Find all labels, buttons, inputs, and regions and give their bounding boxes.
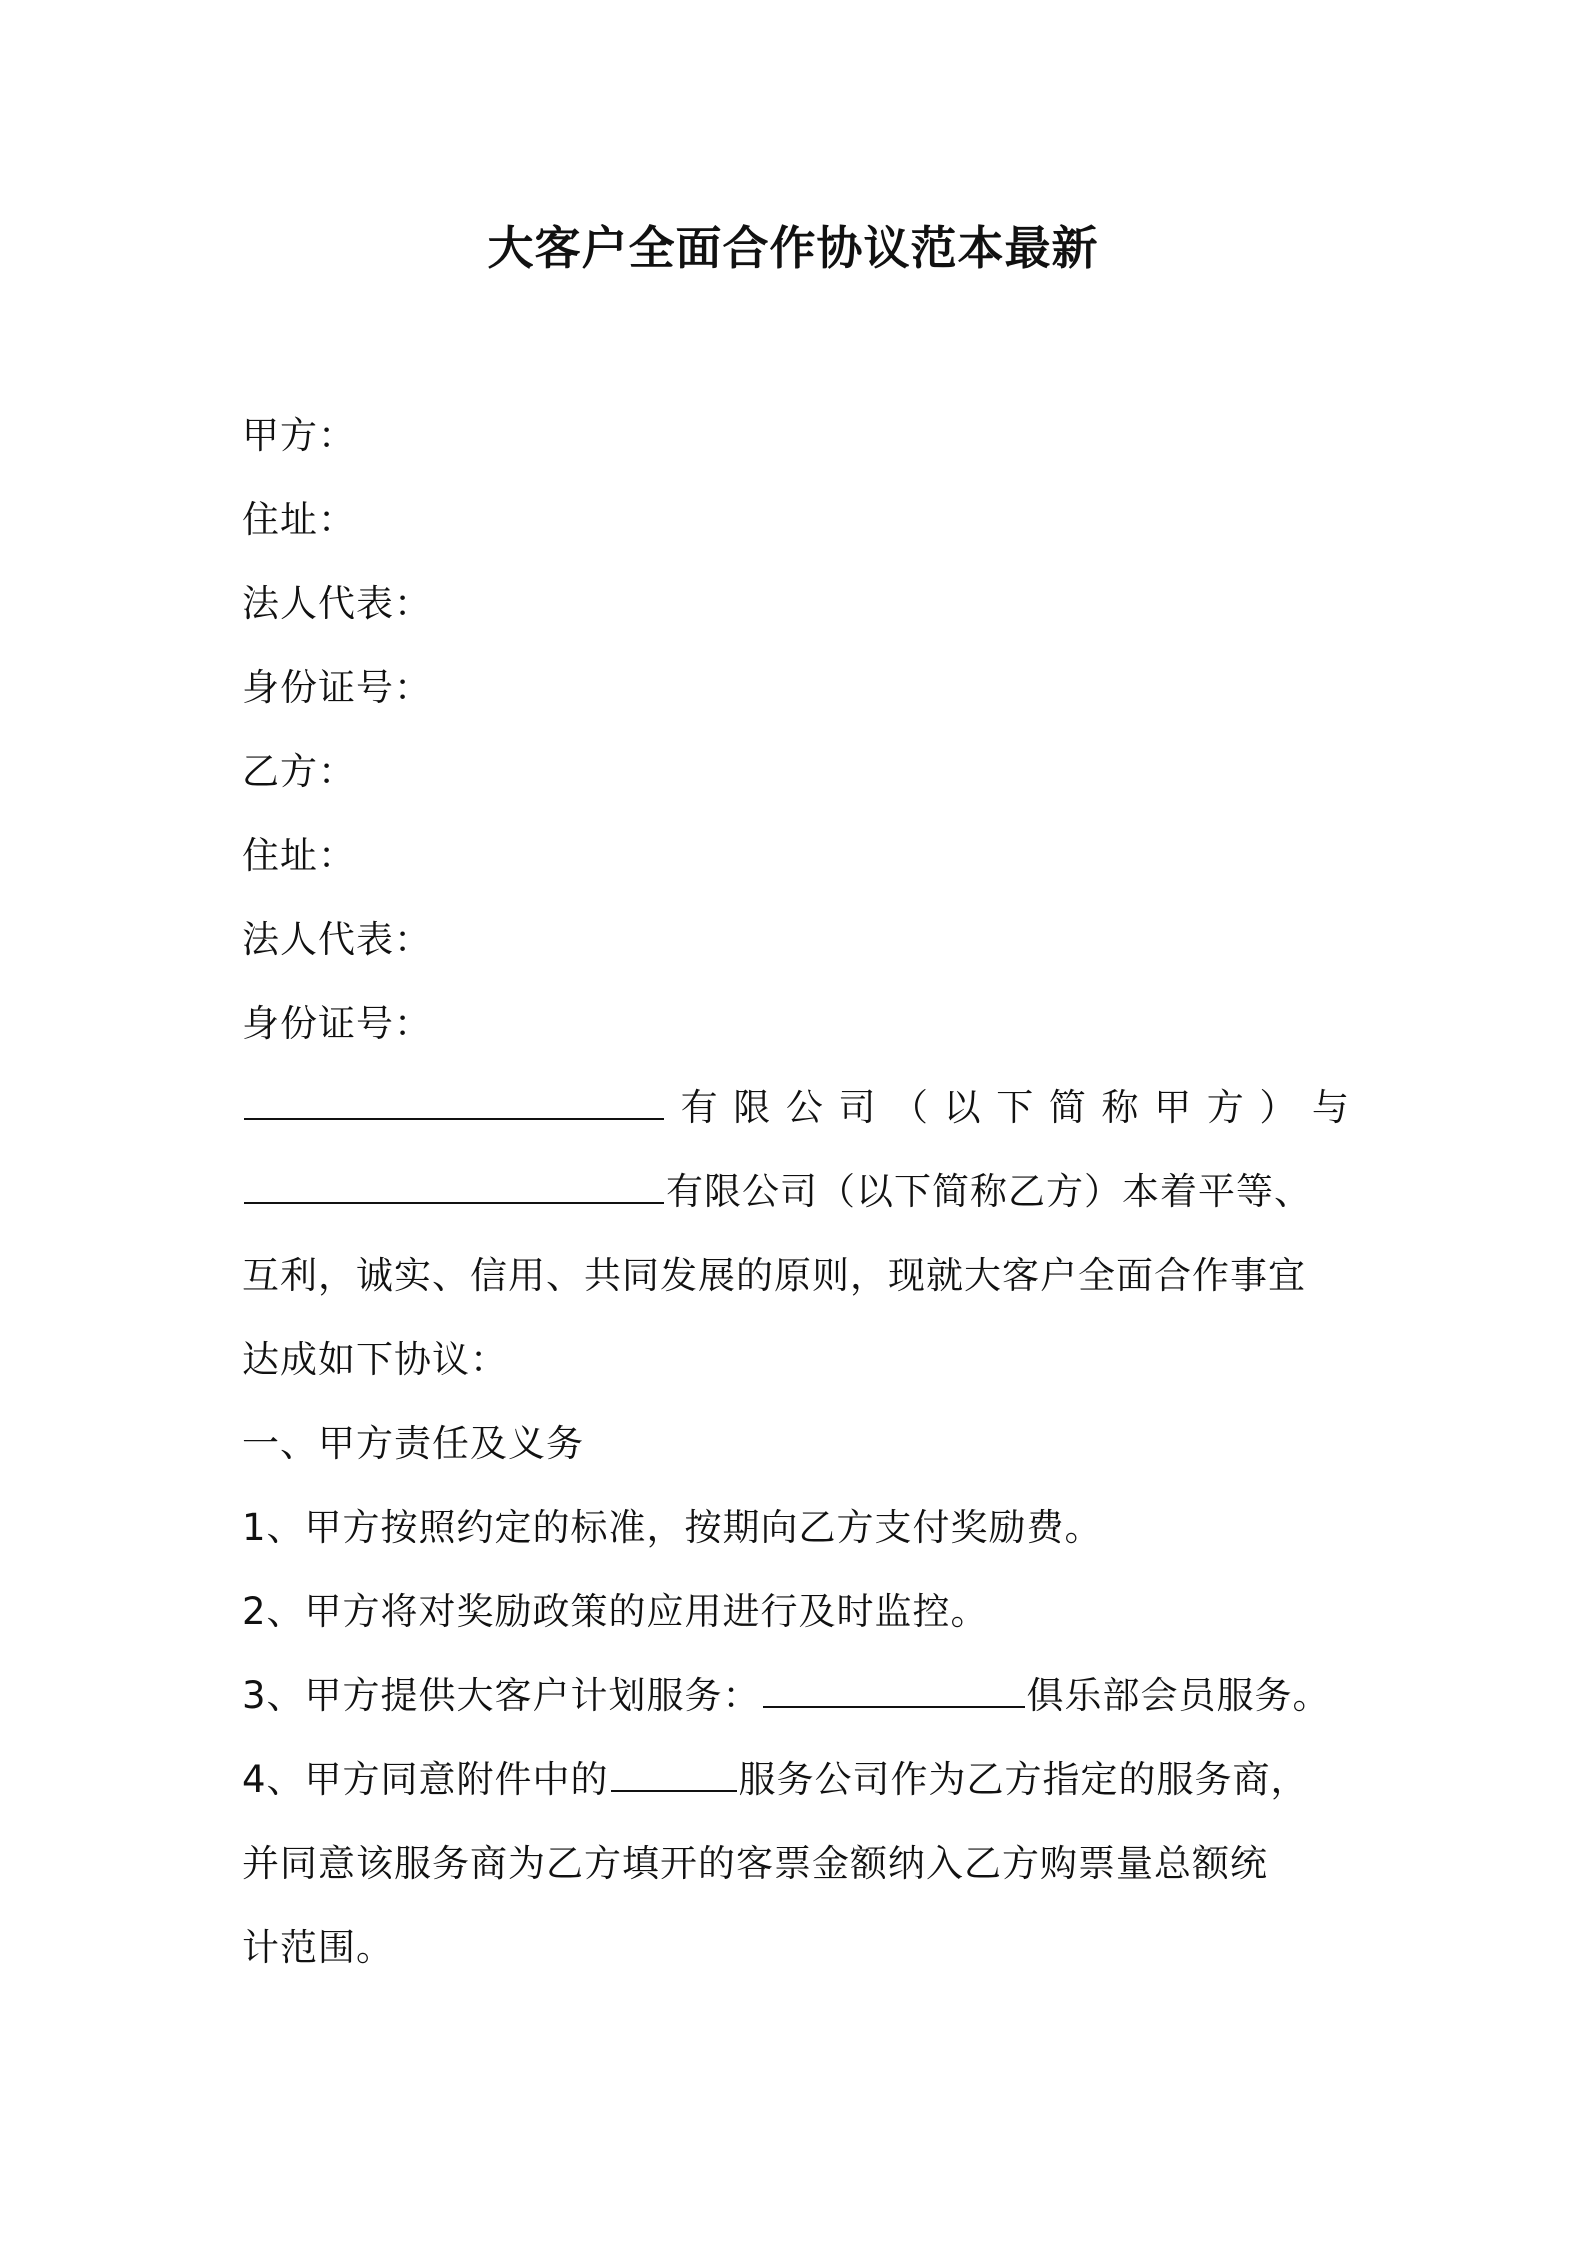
item-3-prefix: 3、甲方提供大客户计划服务：: [242, 1674, 761, 1717]
intro-char: 限: [733, 1086, 772, 1129]
party-b-address-label: 住址：: [242, 834, 356, 877]
intro-line-4: 达成如下协议：: [242, 1338, 508, 1381]
party-a-id-label: 身份证号：: [242, 666, 432, 709]
party-b-legal-rep-label: 法人代表：: [242, 918, 432, 961]
section-1-item-4: [242, 1754, 1362, 1806]
party-b-id-label: 身份证号：: [242, 1002, 432, 1045]
intro-char: ）: [1259, 1086, 1298, 1129]
intro-char: 司: [838, 1086, 877, 1129]
company-b-blank: [244, 1166, 664, 1204]
item-3-suffix: 俱乐部会员服务。: [1026, 1674, 1331, 1717]
intro-char: 方: [1206, 1086, 1245, 1129]
document-title: 大客户全面合作协议范本最新: [487, 221, 1099, 275]
intro-line-3: 互利，诚实、信用、共同发展的原则，现就大客户全面合作事宜: [242, 1254, 1306, 1297]
intro-line-2-text: 有限公司（以下简称乙方）本着平等、: [666, 1170, 1312, 1213]
intro-char: 简: [1048, 1086, 1087, 1129]
intro-char: 甲: [1154, 1086, 1193, 1129]
intro-char: 有: [680, 1086, 719, 1129]
section-1-heading: 一、甲方责任及义务: [242, 1422, 584, 1465]
intro-char: 与: [1311, 1086, 1350, 1129]
item-4-suffix: 服务公司作为乙方指定的服务商，: [738, 1758, 1309, 1801]
party-a-address-label: 住址：: [242, 498, 356, 541]
section-1-item-4-line-2: 并同意该服务商为乙方填开的客票金额纳入乙方购票量总额统: [242, 1842, 1268, 1885]
intro-char: 称: [1101, 1086, 1140, 1129]
party-b-label: 乙方：: [242, 750, 356, 793]
intro-char: 下: [996, 1086, 1035, 1129]
item-4-prefix: 4、甲方同意附件中的: [242, 1758, 609, 1801]
section-1-item-4-line-3: 计范围。: [242, 1926, 394, 1969]
intro-char: 以: [943, 1086, 982, 1129]
company-a-blank: [244, 1082, 664, 1120]
service-blank: [763, 1670, 1025, 1708]
intro-char: （: [891, 1086, 930, 1129]
party-a-label: 甲方：: [242, 414, 356, 457]
section-1-item-1: 1、甲方按照约定的标准，按期向乙方支付奖励费。: [242, 1506, 1103, 1549]
intro-line-2: [242, 1166, 1362, 1218]
section-1-item-3: [242, 1670, 1362, 1722]
section-1-item-2: 2、甲方将对奖励政策的应用进行及时监控。: [242, 1590, 989, 1633]
service-company-blank: [611, 1754, 737, 1792]
intro-char: 公: [785, 1086, 824, 1129]
intro-line-1: [242, 1082, 1350, 1134]
party-a-legal-rep-label: 法人代表：: [242, 582, 432, 625]
